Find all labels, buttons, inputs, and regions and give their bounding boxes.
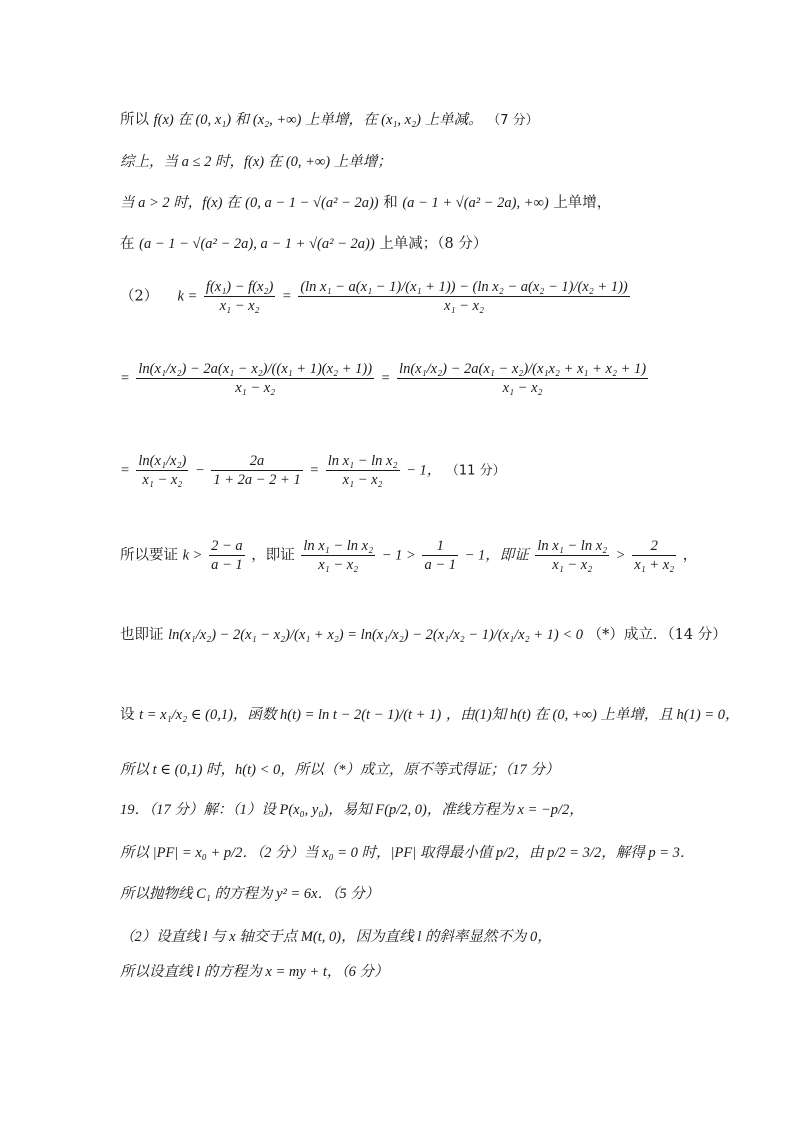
line-4: [120, 234, 487, 254]
fraction: [301, 537, 375, 574]
line-9: [120, 625, 727, 645]
part-label: （2）: [120, 288, 159, 305]
fraction: [326, 452, 400, 489]
line-16: [120, 962, 388, 982]
fraction: [298, 278, 629, 315]
math-text: 综上，当 a ≤ 2 时，f(x) 在 (0, +∞) 上单增；: [120, 154, 392, 170]
math-text: 所以 t ∈ (0,1) 时，h(t) < 0，所以（*）成立，原不等式得证；（17 分）: [120, 762, 560, 778]
denominator: x₁ − x₂: [502, 380, 543, 396]
numerator: ln x₁ − ln x₂: [327, 453, 398, 469]
fraction: [136, 452, 188, 489]
text: 和: [383, 195, 398, 211]
math: t = x₁/x₂ ∈ (0,1)，函数 h(t) = ln t − 2(t − 1)/(t + 1): [139, 707, 442, 723]
line-12: [120, 800, 584, 820]
math-text: 所以抛物线 C₁ 的方程为 y² = 6x．（5 分）: [120, 886, 380, 902]
text: 上单减；（8 分）: [379, 236, 488, 252]
math-text: 所以设直线 l 的方程为 x = my + t，（6 分）: [120, 964, 389, 980]
denominator: x₁ + x₂: [634, 557, 675, 573]
text: 也即证: [120, 627, 164, 643]
line-6: = $\frac{\text{ln(x₁/x₂) − 2a(x₁ − x₂)/((x₁ + 1)(x₂ + 1))}}{\text{x₁ − x₂}}$ = $\frac{\text{ln(x₁/x₂) − 2a(x₁ − x₂)/(x₁x₂ + x₁ + x₂ + 1)}}{\text{x₁ − x₂}}$: [120, 361, 647, 396]
text: ，: [682, 547, 698, 564]
math: − 1，: [406, 462, 442, 479]
numerator: 2a: [211, 452, 302, 471]
numerator: ln(x₁/x₂) − 2a(x₁ − x₂)/((x₁ + 1)(x₂ + 1)): [138, 361, 373, 377]
numerator: ln x₁ − ln x₂: [303, 538, 374, 554]
denominator: x₁ − x₂: [235, 380, 276, 396]
math: − 1 >: [381, 547, 416, 564]
math: k =: [177, 288, 198, 305]
numerator: 1: [422, 537, 458, 556]
denominator: a − 1: [211, 557, 243, 573]
interval: (0, a − 1 − √(a² − 2a)): [245, 195, 379, 211]
line-1: [120, 110, 539, 131]
fraction: [209, 537, 245, 574]
line-11: [120, 760, 559, 780]
text: 设: [120, 707, 135, 723]
math-text: 19．（17 分）解：（1）设 P(x₀, y₀)，易知 F(p/2, 0)，准线方程为 x = −p/2，: [120, 802, 584, 818]
line-7: = $\frac{\text{ln(x₁/x₂)}}{\text{x₁ − x₂}}$ − $\frac{2a}{1 + 2a - 2 + 1}$ = $\frac{\text{ln x₁ − ln x₂}}{\text{x₁ − x₂}}$ − 1， （11 分）: [120, 453, 506, 488]
numerator: 2: [632, 537, 676, 556]
math-text: 所以 |PF| = x₀ + p/2．（2 分）当 x₀ = 0 时，|PF| 取得最小值 p/2，由 p/2 = 3/2，解得 p = 3．: [120, 845, 695, 861]
fraction: [211, 452, 302, 489]
math: >: [615, 547, 626, 564]
numerator: ln(x₁/x₂) − 2a(x₁ − x₂)/(x₁x₂ + x₁ + x₂ + 1): [399, 361, 647, 377]
line-2: [120, 152, 392, 172]
text: ，即证: [251, 547, 295, 564]
denominator: x₁ − x₂: [318, 557, 359, 573]
text: 所以要证: [120, 547, 178, 564]
text: 在: [120, 236, 135, 252]
numerator: 2 − a: [211, 538, 243, 554]
line-10: [120, 705, 740, 725]
denominator: x₁ − x₂: [552, 557, 593, 573]
math: − 1，即证: [464, 547, 529, 564]
denominator: 1 + 2a − 2 + 1: [213, 472, 301, 488]
line-5: （2） k = $\frac{\text{f(x₁) − f(x₂)}}{\text{x₁ − x₂}}$ = $\frac{\text{(ln x₁ − a(x₁ − 1)/(x₁ + 1)) − (ln x₂ − a(x₂ − 1)/(x₂ + 1))}}{\text{x₁ − x₂}}$: [120, 279, 628, 314]
numerator: ln(x₁/x₂): [138, 453, 187, 469]
numerator: ln x₁ − ln x₂: [537, 538, 608, 554]
math: k >: [182, 547, 203, 564]
denominator: x₁ − x₂: [444, 298, 485, 314]
denominator: a − 1: [424, 557, 456, 573]
fraction: [632, 537, 676, 574]
text: 所以: [120, 112, 149, 128]
denominator: x₁ − x₂: [342, 472, 383, 488]
math-text: （2）设直线 l 与 x 轴交于点 M(t, 0)，因为直线 l 的斜率显然不为 0，: [120, 929, 552, 945]
text: 当 a > 2 时，f(x) 在: [120, 195, 241, 211]
fraction: [204, 278, 275, 315]
fraction: [535, 537, 609, 574]
text: 上单增，: [553, 195, 612, 211]
interval: (a − 1 − √(a² − 2a), a − 1 + √(a² − 2a)): [139, 236, 375, 252]
line-14: [120, 884, 379, 904]
line-8: [120, 537, 697, 574]
score-note: （7 分）: [487, 113, 539, 128]
text: （*）成立．（14 分）: [587, 627, 727, 643]
line-13: [120, 843, 694, 863]
score-note: （11 分）: [445, 463, 506, 479]
fraction: [422, 537, 458, 574]
denominator: x₁ − x₂: [142, 472, 183, 488]
line-15: [120, 927, 552, 947]
interval: (a − 1 + √(a² − 2a), +∞): [402, 195, 549, 211]
math-text: ，由(1)知 h(t) 在 (0, +∞) 上单增，且 h(1) = 0，: [445, 707, 740, 723]
numerator: f(x₁) − f(x₂): [205, 279, 274, 295]
line-3: [120, 193, 611, 213]
numerator: (ln x₁ − a(x₁ − 1)/(x₁ + 1)) − (ln x₂ − a(x₂ − 1)/(x₂ + 1)): [300, 279, 628, 295]
fraction: [136, 360, 374, 397]
fraction: [397, 360, 648, 397]
math: f(x) 在 (0, x₁) 和 (x₂, +∞) 上单增，在 (x₁, x₂) 上单减。: [153, 112, 483, 128]
denominator: x₁ − x₂: [219, 298, 260, 314]
math: ln(x₁/x₂) − 2(x₁ − x₂)/(x₁ + x₂) = ln(x₁/x₂) − 2(x₁/x₂ − 1)/(x₁/x₂ + 1) < 0: [168, 627, 584, 643]
